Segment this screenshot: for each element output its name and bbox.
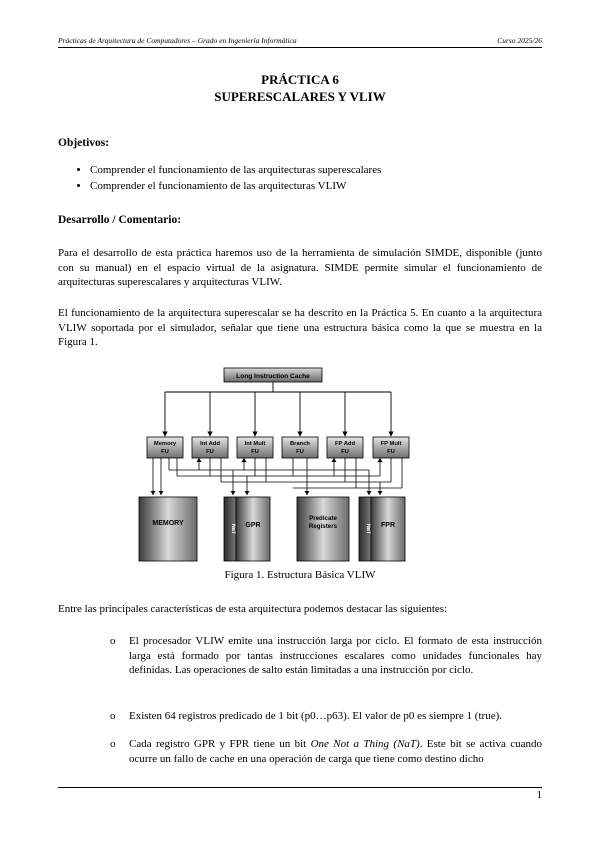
header-rule xyxy=(58,47,542,48)
fpr-box xyxy=(371,497,405,561)
fu-label: FU xyxy=(206,449,214,455)
vliw-structure-figure xyxy=(133,364,415,569)
fpr-label: FPR xyxy=(381,522,395,529)
characteristic-item xyxy=(110,634,542,678)
characteristics-intro: Entre las principales características de esta arquitectura podemos destacar las siguientes: xyxy=(58,603,448,615)
intro-paragraph: Para el desarrollo de esta práctica haremos uso de la herramienta de simulación SIMDE, disponible (junto con su manual) en el espacio virtual de la asignatura. SIMDE permite simular el funcionamiento de arquitecturas superescalares y arquitecturas VLIW. xyxy=(58,247,542,289)
vliw-paragraph: El funcionamiento de la arquitectura superescalar se ha descrito en la Práctica 5. En cuanto a la arquitectura VLIW soportada por el simulador, señalar que tiene una estructura básica como la que se muestra en la Figura 1. xyxy=(58,307,542,349)
practice-title: SUPERESCALARES Y VLIW xyxy=(214,89,386,104)
predicate-label: Predicate xyxy=(309,515,337,522)
memory-label: MEMORY xyxy=(152,520,184,527)
gpr-label: GPR xyxy=(245,522,261,529)
figure-caption: Figura 1. Estructura Básica VLIW xyxy=(224,569,376,581)
fu-label: Int Add xyxy=(200,441,220,447)
predicate-label: Registers xyxy=(308,523,338,530)
characteristic-text-part: . Este bit se activa cuando ocurre un fallo de cache en una operación de carga que tiene como destino dicho xyxy=(129,738,542,765)
gpr-box xyxy=(236,497,270,561)
list-marker: o xyxy=(110,635,116,647)
fu-label: Memory xyxy=(153,441,177,447)
list-marker: o xyxy=(110,710,116,722)
footer-rule xyxy=(58,787,542,788)
characteristic-text: Existen 64 registros predicado de 1 bit (p0…p63). El valor de p0 es siempre 1 (true). xyxy=(129,710,502,722)
objective-item: • Comprender el funcionamiento de las arquitecturas VLIW xyxy=(90,179,381,195)
fu-label: FU xyxy=(296,449,304,455)
objectives-heading: Objetivos: xyxy=(58,137,110,149)
header-course-title: Prácticas de Arquitectura de Computadores – Grado en Ingeniería Informática xyxy=(58,36,297,45)
header-academic-year: Curso 2025/26 xyxy=(497,36,542,45)
characteristic-item xyxy=(110,737,542,766)
fu-label: FU xyxy=(161,449,169,455)
fu-label: Int Mult xyxy=(244,441,266,447)
objective-item: • Comprender el funcionamiento de las arquitecturas superescalares xyxy=(90,163,381,179)
fu-label: Branch xyxy=(290,441,310,447)
characteristic-text-part: Cada registro GPR y FPR tiene un bit xyxy=(129,738,311,750)
characteristic-text: El procesador VLIW emite una instrucción larga por ciclo. El formato de esta instrucción larga está formado por tantas instrucciones escalares como unidades funcionales hay definidas. Las operaciones de salto están limitadas a una instrucción por ciclo. xyxy=(129,635,542,677)
page-number: 1 xyxy=(536,789,542,801)
practice-number: PRÁCTICA 6 xyxy=(261,72,339,87)
fu-label: FP Mult xyxy=(380,441,402,447)
gpr-nat-label: NaT xyxy=(230,523,236,535)
fu-label: FU xyxy=(251,449,259,455)
page-header xyxy=(58,36,542,45)
fpr-nat-label: NaT xyxy=(365,523,371,535)
cache-label: Long Instruction Cache xyxy=(236,373,310,380)
fu-label: FP Add xyxy=(335,441,355,447)
objectives-list xyxy=(58,163,381,194)
characteristic-text xyxy=(110,737,542,766)
memory-box xyxy=(139,497,197,561)
fu-label: FU xyxy=(341,449,349,455)
development-heading: Desarrollo / Comentario: xyxy=(58,214,182,226)
fu-label: FU xyxy=(387,449,395,455)
list-marker: o xyxy=(110,738,116,750)
nat-term: One Not a Thing (NaT) xyxy=(310,738,420,750)
characteristic-item xyxy=(110,709,542,724)
